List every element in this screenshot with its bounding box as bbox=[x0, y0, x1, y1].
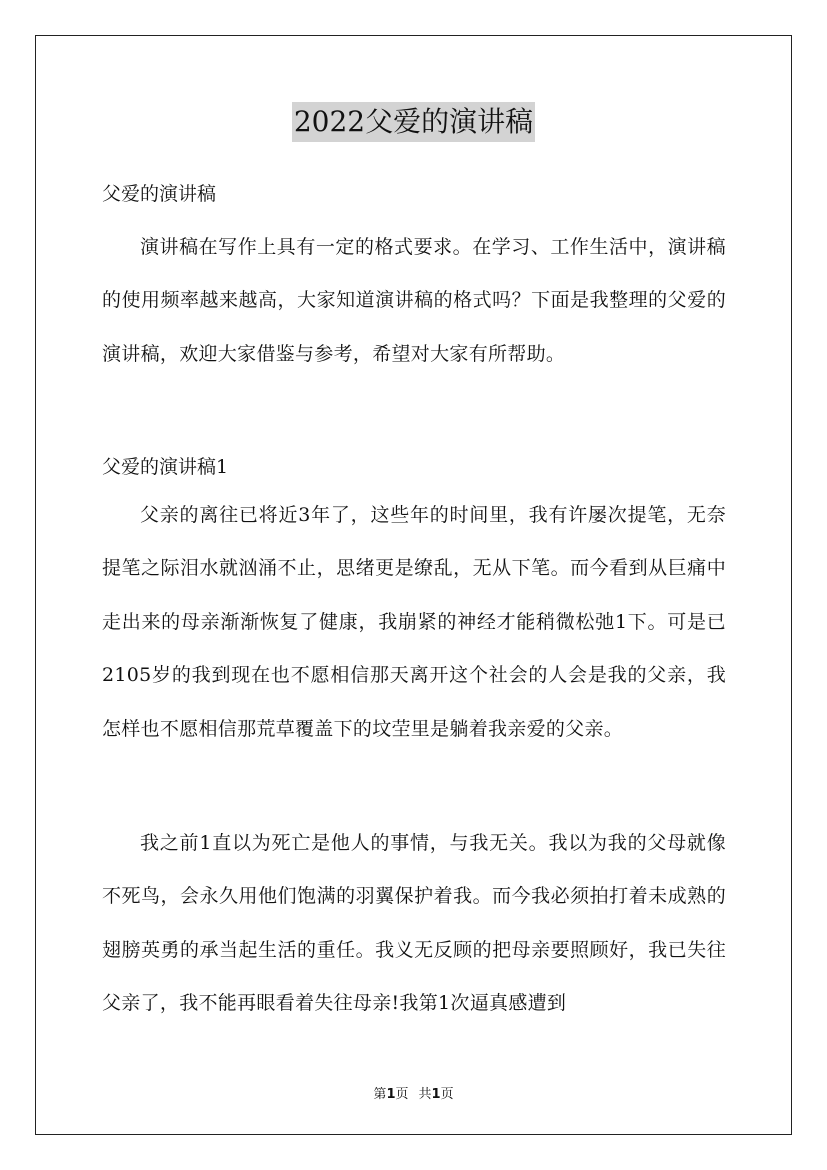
section1-heading: 父爱的演讲稿1 bbox=[102, 456, 229, 478]
page-label-suffix: 页 bbox=[395, 1087, 409, 1102]
document-title-block bbox=[0, 102, 827, 142]
total-label-prefix: 共 bbox=[418, 1087, 432, 1102]
total-label-suffix: 页 bbox=[440, 1087, 454, 1102]
page-footer bbox=[0, 1083, 827, 1102]
section1-paragraph-2: 我之前1直以为死亡是他人的事情，与我无关。我以为我的父母就像不死鸟，会永久用他们饱满的羽翼保护着我。而今我必须拍打着未成熟的翅膀英勇的承当起生活的重任。我义无反顾的把母亲要照顾好，我已失往父亲了，我不能再眼看着失往母亲!我第1次逼真感遭到 bbox=[102, 832, 726, 1015]
page-label-prefix: 第 bbox=[373, 1087, 387, 1102]
document-title: 2022父爱的演讲稿 bbox=[292, 102, 535, 142]
intro-paragraph: 演讲稿在写作上具有一定的格式要求。在学习、工作生活中，演讲稿的使用频率越来越高，大家知道演讲稿的格式吗？下面是我整理的父爱的演讲稿，欢迎大家借鉴与参考，希望对大家有所帮助。 bbox=[102, 236, 726, 365]
page-number: 1 bbox=[386, 1087, 396, 1102]
subtitle: 父爱的演讲稿 bbox=[102, 183, 217, 205]
total-pages: 1 bbox=[431, 1087, 441, 1102]
section1-paragraph-1: 父亲的离往已将近3年了，这些年的时间里，我有许屡次提笔，无奈提笔之际泪水就汹涌不止，思绪更是缭乱，无从下笔。而今看到从巨痛中走出来的母亲渐渐恢复了健康，我崩紧的神经才能稍微松弛1下。可是已2105岁的我到现在也不愿相信那天离开这个社会的人会是我的父亲，我怎样也不愿相信那荒草覆盖下的坟茔里是躺着我亲爱的父亲。 bbox=[102, 504, 726, 740]
